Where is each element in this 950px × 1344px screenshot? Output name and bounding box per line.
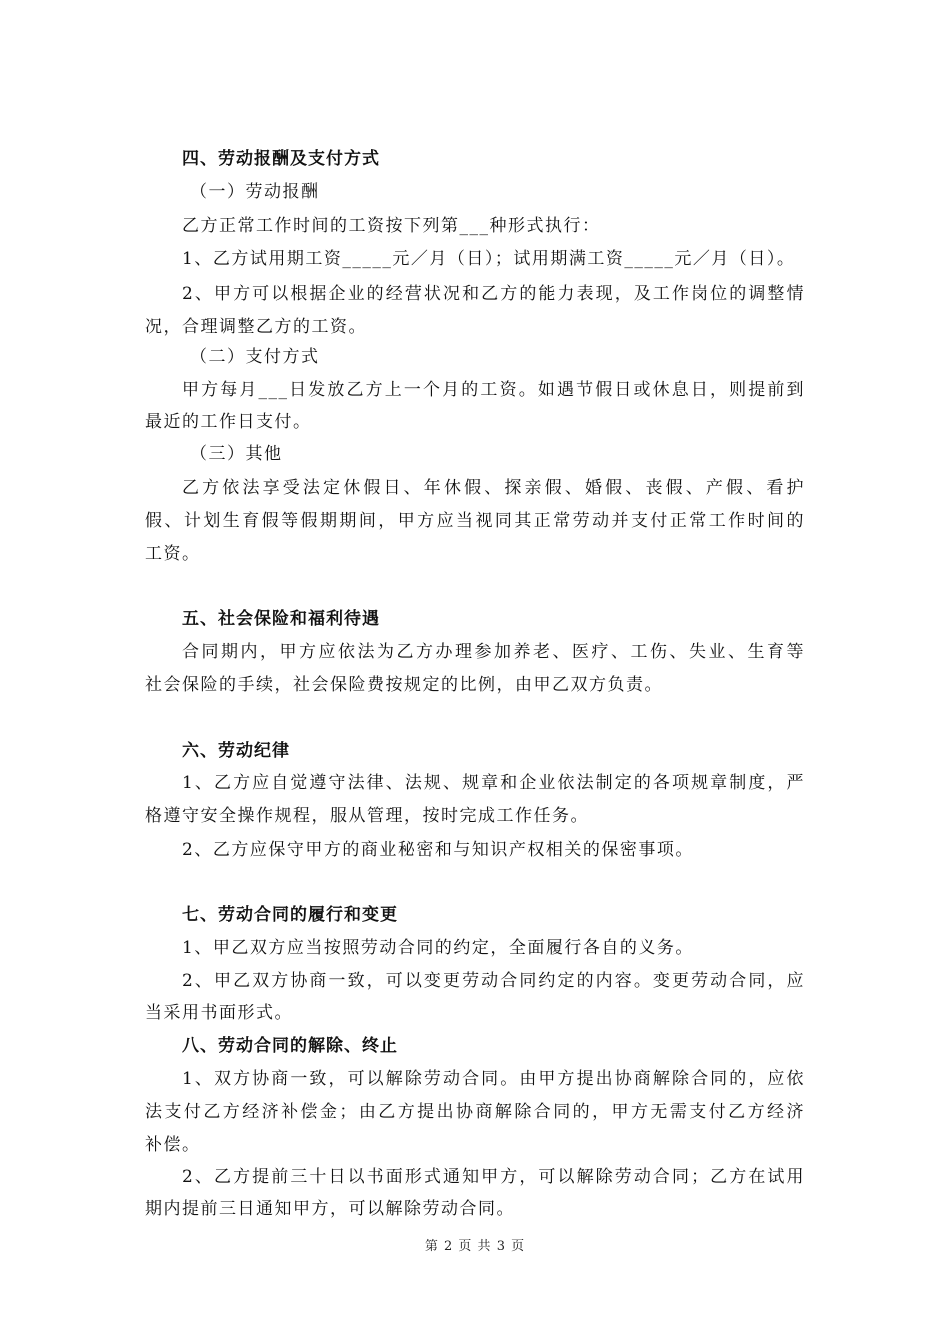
page-number-footer: 第 2 页 共 3 页 [424, 1239, 526, 1254]
paragraph-line: 2、乙方提前三十日以书面形式通知甲方，可以解除劳动合同；乙方在试用 [182, 1167, 805, 1187]
paragraph-line: 1、双方协商一致，可以解除劳动合同。由甲方提出协商解除合同的，应依 [182, 1069, 805, 1089]
section-4-sub-1: （一）劳动报酬 [190, 182, 320, 202]
section-4-sub-3: （三）其他 [190, 444, 283, 464]
paragraph-line: 假、计划生育假等假期期间，甲方应当视同其正常劳动并支付正常工作时间的 [145, 511, 805, 531]
paragraph-line: 工资。 [145, 544, 201, 564]
paragraph-line: 合同期内，甲方应依法为乙方办理参加养老、医疗、工伤、失业、生育等 [182, 642, 805, 662]
paragraph-line: 况，合理调整乙方的工资。 [145, 317, 367, 337]
paragraph-line: 最近的工作日支付。 [145, 412, 312, 432]
paragraph-line: 甲方每月___日发放乙方上一个月的工资。如遇节假日或休息日，则提前到 [182, 380, 805, 400]
paragraph-line: 2、甲乙双方协商一致，可以变更劳动合同约定的内容。变更劳动合同，应 [182, 971, 805, 991]
paragraph-line: 期内提前三日通知甲方，可以解除劳动合同。 [145, 1199, 515, 1219]
paragraph-line: 乙方正常工作时间的工资按下列第___种形式执行： [182, 216, 601, 236]
paragraph-line: 1、乙方应自觉遵守法律、法规、规章和企业依法制定的各项规章制度，严 [182, 773, 805, 793]
paragraph-line: 2、乙方应保守甲方的商业秘密和与知识产权相关的保密事项。 [182, 840, 694, 860]
paragraph-line: 2、甲方可以根据企业的经营状况和乙方的能力表现，及工作岗位的调整情 [182, 284, 805, 304]
paragraph-line: 社会保险的手续，社会保险费按规定的比例，由甲乙双方负责。 [145, 675, 663, 695]
paragraph-line: 当采用书面形式。 [145, 1003, 293, 1023]
section-5-heading: 五、社会保险和福利待遇 [182, 609, 380, 629]
section-7-heading: 七、劳动合同的履行和变更 [182, 905, 398, 925]
paragraph-line: 1、乙方试用期工资_____元／月（日）；试用期满工资_____元／月（日）。 [182, 249, 796, 269]
section-8-heading: 八、劳动合同的解除、终止 [182, 1036, 398, 1056]
paragraph-line: 乙方依法享受法定休假日、年休假、探亲假、婚假、丧假、产假、看护 [182, 478, 805, 498]
paragraph-line: 格遵守安全操作规程，服从管理，按时完成工作任务。 [145, 806, 589, 826]
paragraph-line: 补偿。 [145, 1135, 201, 1155]
section-4-sub-2: （二）支付方式 [190, 347, 320, 367]
paragraph-line: 1、甲乙双方应当按照劳动合同的约定，全面履行各自的义务。 [182, 938, 694, 958]
section-4-heading: 四、劳动报酬及支付方式 [182, 149, 380, 169]
paragraph-line: 法支付乙方经济补偿金；由乙方提出协商解除合同的，甲方无需支付乙方经济 [145, 1102, 805, 1122]
section-6-heading: 六、劳动纪律 [182, 741, 290, 761]
